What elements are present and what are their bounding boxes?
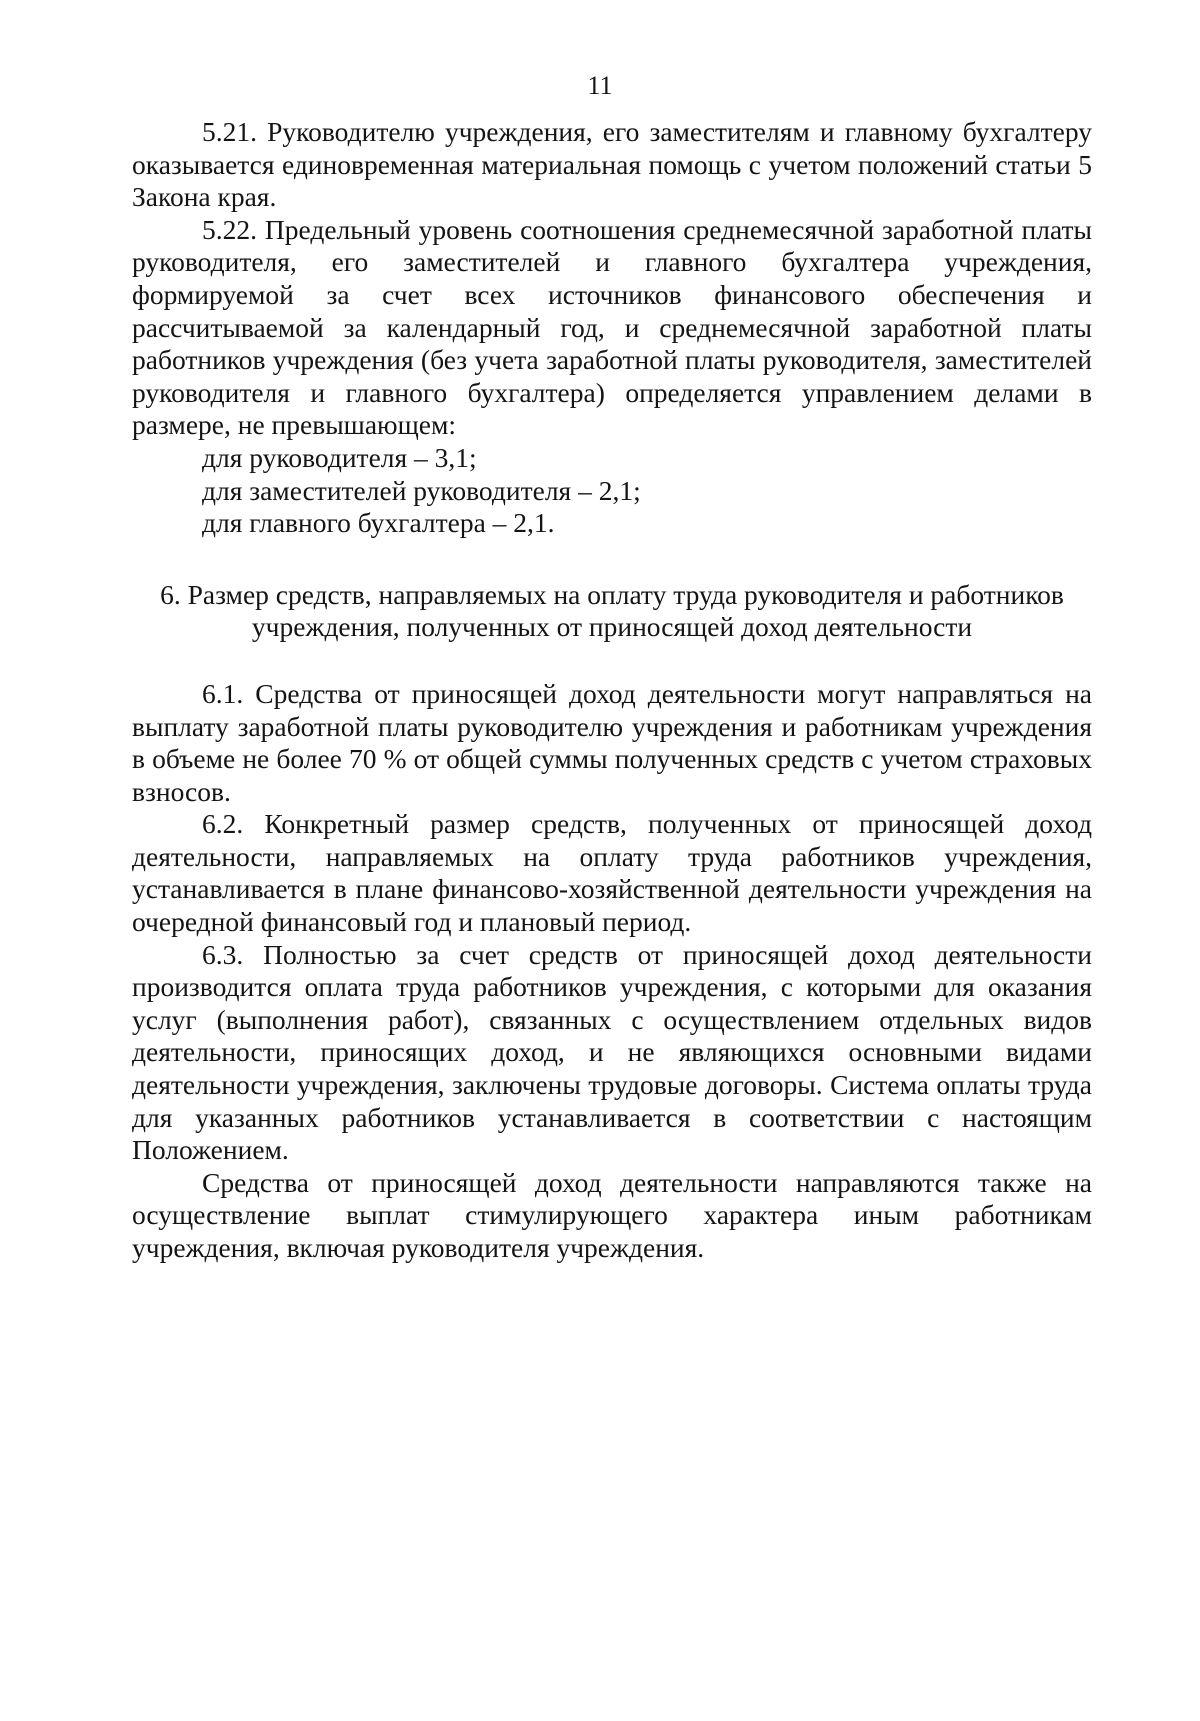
paragraph-5-21: 5.21. Руководителю учреждения, его заместителям и главному бухгалтеру оказывается единовременная материальная помощь с учетом положений статьи 5 Закона края. bbox=[132, 116, 1092, 213]
ratio-item-chief-accountant: для главного бухгалтера – 2,1. bbox=[202, 507, 555, 539]
page-number: 11 bbox=[587, 71, 613, 100]
paragraph-6-3: 6.3. Полностью за счет средств от приносящей доход деятельности производится оплата труда работников учреждения, с которыми для оказания услуг (выполнения работ), связанных с осуществлением отдельных видов деятельности, приносящих доход, и не являющихся основными видами деятельности учреждения, заключены трудовые договоры. Система оплаты труда для указанных работников устанавливается в соответствии с настоящим Положением. bbox=[132, 938, 1092, 1166]
document-body bbox=[132, 116, 1092, 1265]
paragraph-6-3-continuation: Средства от приносящей доход деятельности направляются также на осуществление выплат стимулирующего характера иным работникам учреждения, включая руководителя учреждения. bbox=[132, 1166, 1092, 1263]
paragraph-6-2: 6.2. Конкретный размер средств, полученных от приносящей доход деятельности, направляемых на оплату труда работников учреждения, устанавливается в плане финансово-хозяйственной деятельности учреждения на очередной финансовый год и плановый период. bbox=[132, 808, 1092, 938]
paragraph-6-1: 6.1. Средства от приносящей доход деятельности могут направляться на выплату заработной платы руководителю учреждения и работникам учреждения в объеме не более 70 % от общей суммы полученных средств с учетом страховых взносов. bbox=[132, 677, 1092, 807]
paragraph-5-22: 5.22. Предельный уровень соотношения среднемесячной заработной платы руководителя, его заместителей и главного бухгалтера учреждения, формируемой за счет всех источников финансового обеспечения и рассчитываемой за календарный год, и среднемесячной заработной платы работников учреждения (без учета заработной платы руководителя, заместителей руководителя и главного бухгалтера) определяется управлением делами в размере, не превышающем: bbox=[132, 213, 1092, 441]
ratio-item-deputies: для заместителей руководителя – 2,1; bbox=[202, 474, 641, 506]
section-6-heading: 6. Размер средств, направляемых на оплату труда руководителя и работников учреждения, полученных от приносящей доход деятельности bbox=[160, 578, 1064, 643]
ratio-item-head: для руководителя – 3,1; bbox=[202, 441, 477, 473]
